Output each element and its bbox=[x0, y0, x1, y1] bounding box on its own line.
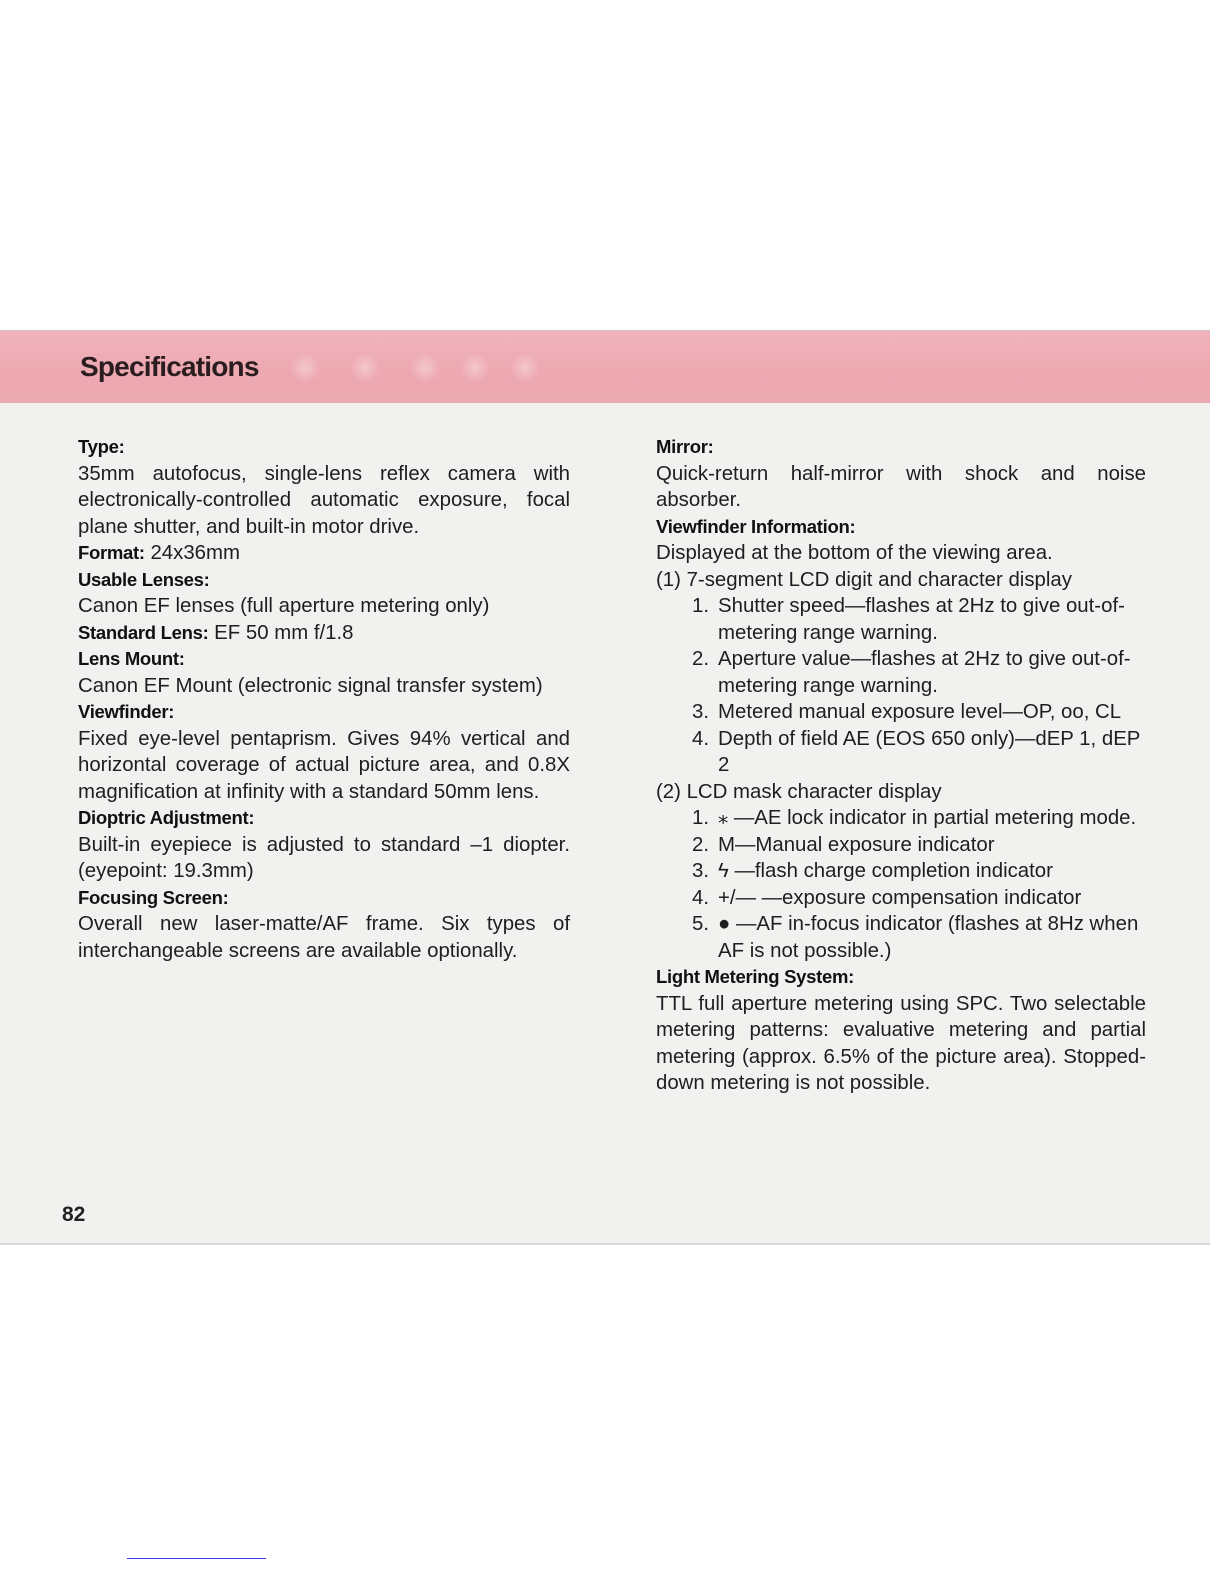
list-item-number: 3. bbox=[691, 701, 709, 723]
list-item-text: Shutter speed—flashes at 2Hz to give out-of-metering range warning. bbox=[718, 595, 1125, 644]
spec-heading-viewfinder-info: Viewfinder Information: bbox=[656, 515, 856, 537]
spec-text-type: 35mm autofocus, single-lens reflex camera with electronically-controlled automatic exposure, focal plane shutter, and built-in motor drive. bbox=[78, 462, 570, 538]
list-item bbox=[656, 593, 1146, 646]
list-item-number: 4. bbox=[691, 886, 709, 909]
list-item-text: Depth of field AE (EOS 650 only)—dEP 1, dEP 2 bbox=[718, 727, 1141, 776]
list-item-text: Aperture value—flashes at 2Hz to give out-of-metering range warning. bbox=[718, 648, 1131, 697]
list-item-text: ⁎ —AE lock indicator in partial metering mode. bbox=[718, 807, 1137, 829]
spec-value-format: 24x36mm bbox=[150, 542, 240, 564]
lcd-mask-list bbox=[656, 805, 1146, 964]
spec-text-focusing: Overall new laser-matte/AF frame. Six types of interchangeable screens are available optionally. bbox=[78, 913, 570, 962]
lcd-digit-list bbox=[656, 593, 1146, 779]
list-item-number: 5. bbox=[691, 913, 709, 935]
spec-heading-type: Type: bbox=[78, 436, 125, 457]
spec-text-mirror: Quick-return half-mirror with shock and noise absorber. bbox=[656, 462, 1146, 511]
banner-decoration bbox=[410, 353, 440, 383]
banner-decoration bbox=[290, 353, 320, 383]
list-item-text: Metered manual exposure level—OP, oo, CL bbox=[718, 701, 1122, 723]
left-column bbox=[78, 434, 570, 964]
list-group-lcd-digit: (1) 7-segment LCD digit and character display bbox=[656, 568, 1072, 591]
right-column bbox=[656, 434, 1146, 1097]
spec-heading-viewfinder: Viewfinder: bbox=[78, 701, 175, 722]
list-item-text: +/— —exposure compensation indicator bbox=[718, 886, 1082, 909]
list-item-text: M—Manual exposure indicator bbox=[718, 833, 995, 856]
list-item bbox=[656, 646, 1146, 699]
banner-decoration bbox=[460, 353, 490, 383]
list-item-number: 3. bbox=[691, 860, 709, 882]
spec-text-lenses: Canon EF lenses (full aperture metering only) bbox=[78, 595, 490, 617]
list-group-lcd-mask: (2) LCD mask character display bbox=[656, 780, 942, 803]
banner-decoration bbox=[510, 353, 540, 383]
list-item-text: ● —AF in-focus indicator (flashes at 8Hz when AF is not possible.) bbox=[718, 913, 1139, 962]
page-number: 82 bbox=[62, 1203, 86, 1226]
list-item-number: 4. bbox=[691, 727, 709, 750]
spec-text-viewfinder-info: Displayed at the bottom of the viewing area. bbox=[656, 542, 1053, 564]
list-item bbox=[656, 858, 1146, 885]
banner-decoration bbox=[350, 353, 380, 383]
spec-row-standard-lens bbox=[78, 620, 570, 647]
spec-heading-dioptric: Dioptric Adjustment: bbox=[78, 807, 255, 828]
spec-heading-mirror: Mirror: bbox=[656, 436, 714, 457]
list-item-number: 1. bbox=[691, 807, 709, 829]
section-banner bbox=[0, 331, 1210, 403]
list-item bbox=[656, 699, 1146, 726]
spec-heading-format: Format: bbox=[78, 542, 145, 563]
page-title: Specifications bbox=[80, 351, 259, 382]
footer-rule bbox=[127, 1558, 266, 1559]
spec-text-viewfinder: Fixed eye-level pentaprism. Gives 94% vertical and horizontal coverage of actual picture area, and 0.8X magnification at infinity with a standard 50mm lens. bbox=[78, 727, 570, 803]
spec-heading-focusing: Focusing Screen: bbox=[78, 886, 229, 908]
spec-value-standard-lens: EF 50 mm f/1.8 bbox=[214, 621, 354, 644]
list-item bbox=[656, 911, 1146, 964]
list-item bbox=[656, 885, 1146, 912]
list-item-text: ϟ —flash charge completion indicator bbox=[718, 860, 1053, 882]
spec-heading-mount: Lens Mount: bbox=[78, 648, 185, 669]
spec-heading-metering: Light Metering System: bbox=[656, 966, 854, 987]
spec-text-dioptric: Built-in eyepiece is adjusted to standard –1 diopter. (eyepoint: 19.3mm) bbox=[78, 833, 570, 882]
list-item-number: 1. bbox=[691, 595, 709, 617]
spec-heading-standard-lens: Standard Lens: bbox=[78, 621, 209, 643]
spec-text-metering: TTL full aperture metering using SPC. Two selectable metering patterns: evaluative metering and partial metering (approx. 6.5% of the picture area). Stopped-down metering is not possible. bbox=[656, 992, 1146, 1094]
manual-page bbox=[0, 330, 1210, 1245]
spec-heading-lenses: Usable Lenses: bbox=[78, 568, 210, 590]
list-item bbox=[656, 726, 1146, 779]
list-item bbox=[656, 832, 1146, 859]
list-item-number: 2. bbox=[691, 648, 709, 670]
list-item bbox=[656, 805, 1146, 832]
list-item-number: 2. bbox=[691, 833, 709, 856]
spec-row-format bbox=[78, 540, 570, 567]
spec-text-mount: Canon EF Mount (electronic signal transfer system) bbox=[78, 674, 543, 697]
